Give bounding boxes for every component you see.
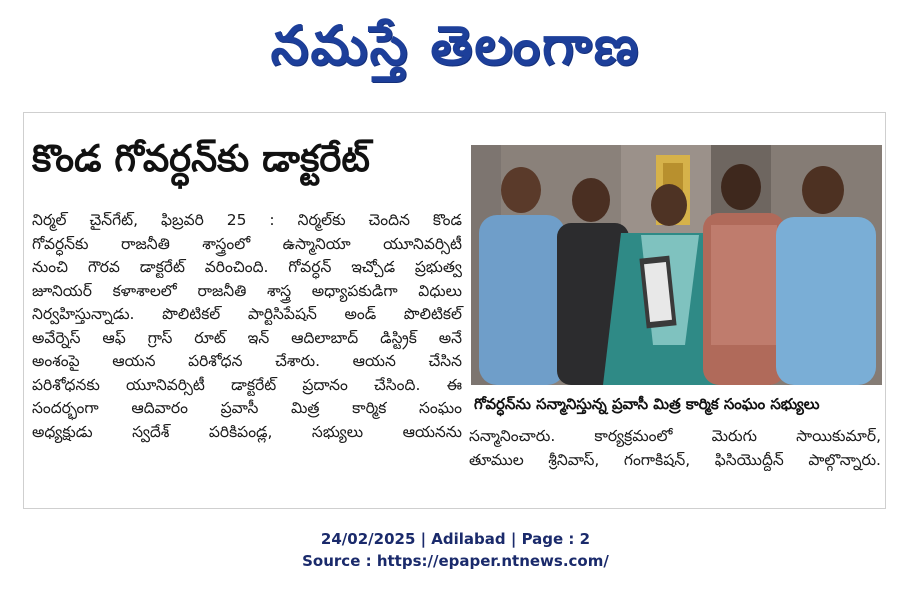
article-headline: కొండ గోవర్ధన్‌కు డాక్టరేట్ [32,137,370,180]
clipping-footer [0,528,911,572]
group-photo [471,145,882,385]
body-line: పరిశోధనకు యూనివర్సిటీ డాక్టరేట్ ప్రదానం చేసింది. ఈ [32,375,462,394]
body-line: అధ్యక్షుడు స్వదేశ్ పరికిపండ్ల, సభ్యులు ఆయనను [32,422,462,441]
article-continuation [469,425,881,472]
body-line: నుంచి గౌరవ డాక్టరేట్ వరించింది. గోవర్ధన్ ఇచ్చోడ ప్రభుత్వ [32,258,462,276]
body-line: అంశంపై ఆయన పరిశోధన చేశారు. ఆయన చేసిన [32,352,462,370]
photo-caption: గోవర్ధన్‌ను సన్మానిస్తున్న ప్రవాసీ మిత్ర కార్మిక సంఘం సభ్యులు [473,395,820,413]
edition-info: 24/02/2025 | Adilabad | Page : 2 [320,530,591,548]
body-line: నిర్వహిస్తున్నాడు. పొలిటికల్ పార్టిసిపేషన్ అండ్ పొలిటికల్ [32,305,462,323]
news-clipping [23,112,886,509]
body-line: జూనియర్ కళాశాలలో రాజనీతి శాస్త్ర అధ్యాపకుడిగా విధులు [32,281,462,300]
body-line: గోవర్ధన్‌కు రాజనీతి శాస్త్రంలో ఉస్మానియా యూనివర్సిటీ [32,234,462,253]
newspaper-logo: నమస్తే తెలంగాణ [270,14,641,77]
body-line: సందర్భంగా ఆదివారం ప్రవాసీ మిత్ర కార్మిక సంఘం [32,399,462,417]
source-link: Source : https://epaper.ntnews.com/ [302,552,609,570]
body-line: నిర్మల్ చైన్‌గేట్, ఫిబ్రవరి 25 : నిర్మల్‌కు చెందిన కొండ [32,211,462,229]
article-photo [471,145,882,385]
newspaper-masthead [0,0,911,100]
body-line: తూముల శ్రీనివాస్, గంగాకిషన్, ఫిసియొద్దీన్ పాల్గొన్నారు. [469,450,881,469]
body-line: అవేర్నెస్ ఆఫ్ గ్రాస్ రూట్ ఇన్ ఆదిలాబాద్ డిస్ట్రిక్ అనే [32,328,462,347]
body-line: సన్మానించారు. కార్యక్రమంలో మెరుగు సాయికుమార్, [469,427,881,445]
article-body [32,209,462,444]
